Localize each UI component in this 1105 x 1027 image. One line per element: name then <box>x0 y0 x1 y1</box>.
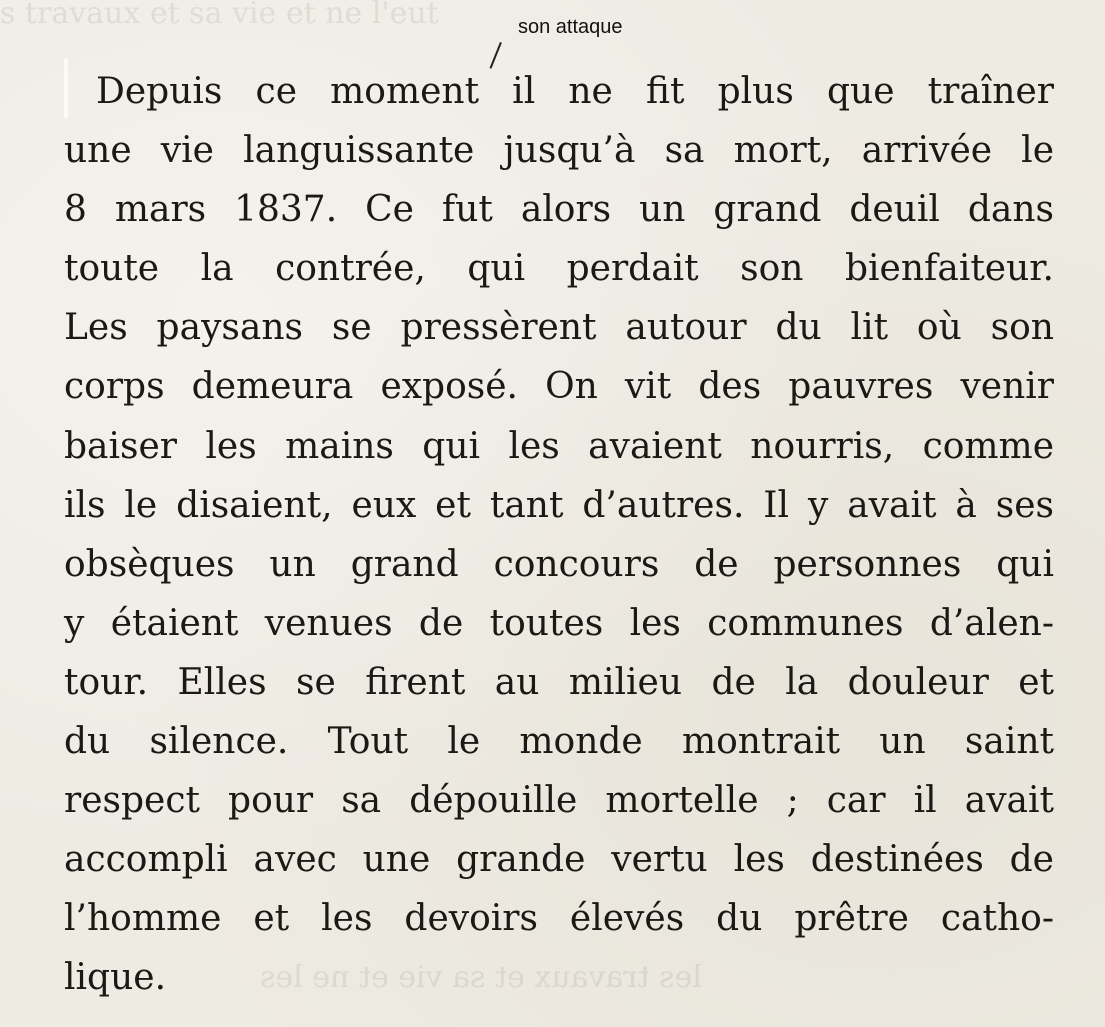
text-line: 8 mars 1837. Ce fut alors un grand deuil dans <box>64 189 1054 231</box>
bleed-through-text-bottom: les travaux et sa vie et ne les <box>260 960 702 995</box>
text-line: Les paysans se pressèrent autour du lit où son <box>64 307 1054 349</box>
text-line: toute la contrée, qui perdait son bienfaiteur. <box>64 248 1054 290</box>
body-paragraph <box>64 62 1054 1008</box>
text-line: une vie languissante jusqu’à sa mort, arrivée le <box>64 130 1054 172</box>
text-line: Depuis ce moment il ne fit plus que traîner <box>96 71 1054 112</box>
text-line: obsèques un grand concours de personnes qui <box>64 543 1054 585</box>
text-line: y étaient venues de toutes les communes d’alen- <box>64 602 1054 644</box>
text-line: l’homme et les devoirs élevés du prêtre catho- <box>64 898 1054 940</box>
text-line: du silence. Tout le monde montrait un saint <box>64 721 1054 763</box>
text-line: tour. Elles se firent au milieu de la douleur et <box>64 661 1054 703</box>
text-line: ils le disaient, eux et tant d’autres. Il y avait à ses <box>64 484 1054 526</box>
handwritten-annotation: son attaque <box>518 16 623 38</box>
text-line: baiser les mains qui les avaient nourris, comme <box>64 425 1054 467</box>
bleed-through-text-top: s travaux et sa vie et ne l'eut <box>0 0 439 31</box>
text-line: corps demeura exposé. On vit des pauvres venir <box>64 366 1054 408</box>
text-line: lique. <box>64 957 167 999</box>
text-line: respect pour sa dépouille mortelle ; car il avait <box>64 780 1054 822</box>
text-line: accompli avec une grande vertu les destinées de <box>64 839 1054 881</box>
